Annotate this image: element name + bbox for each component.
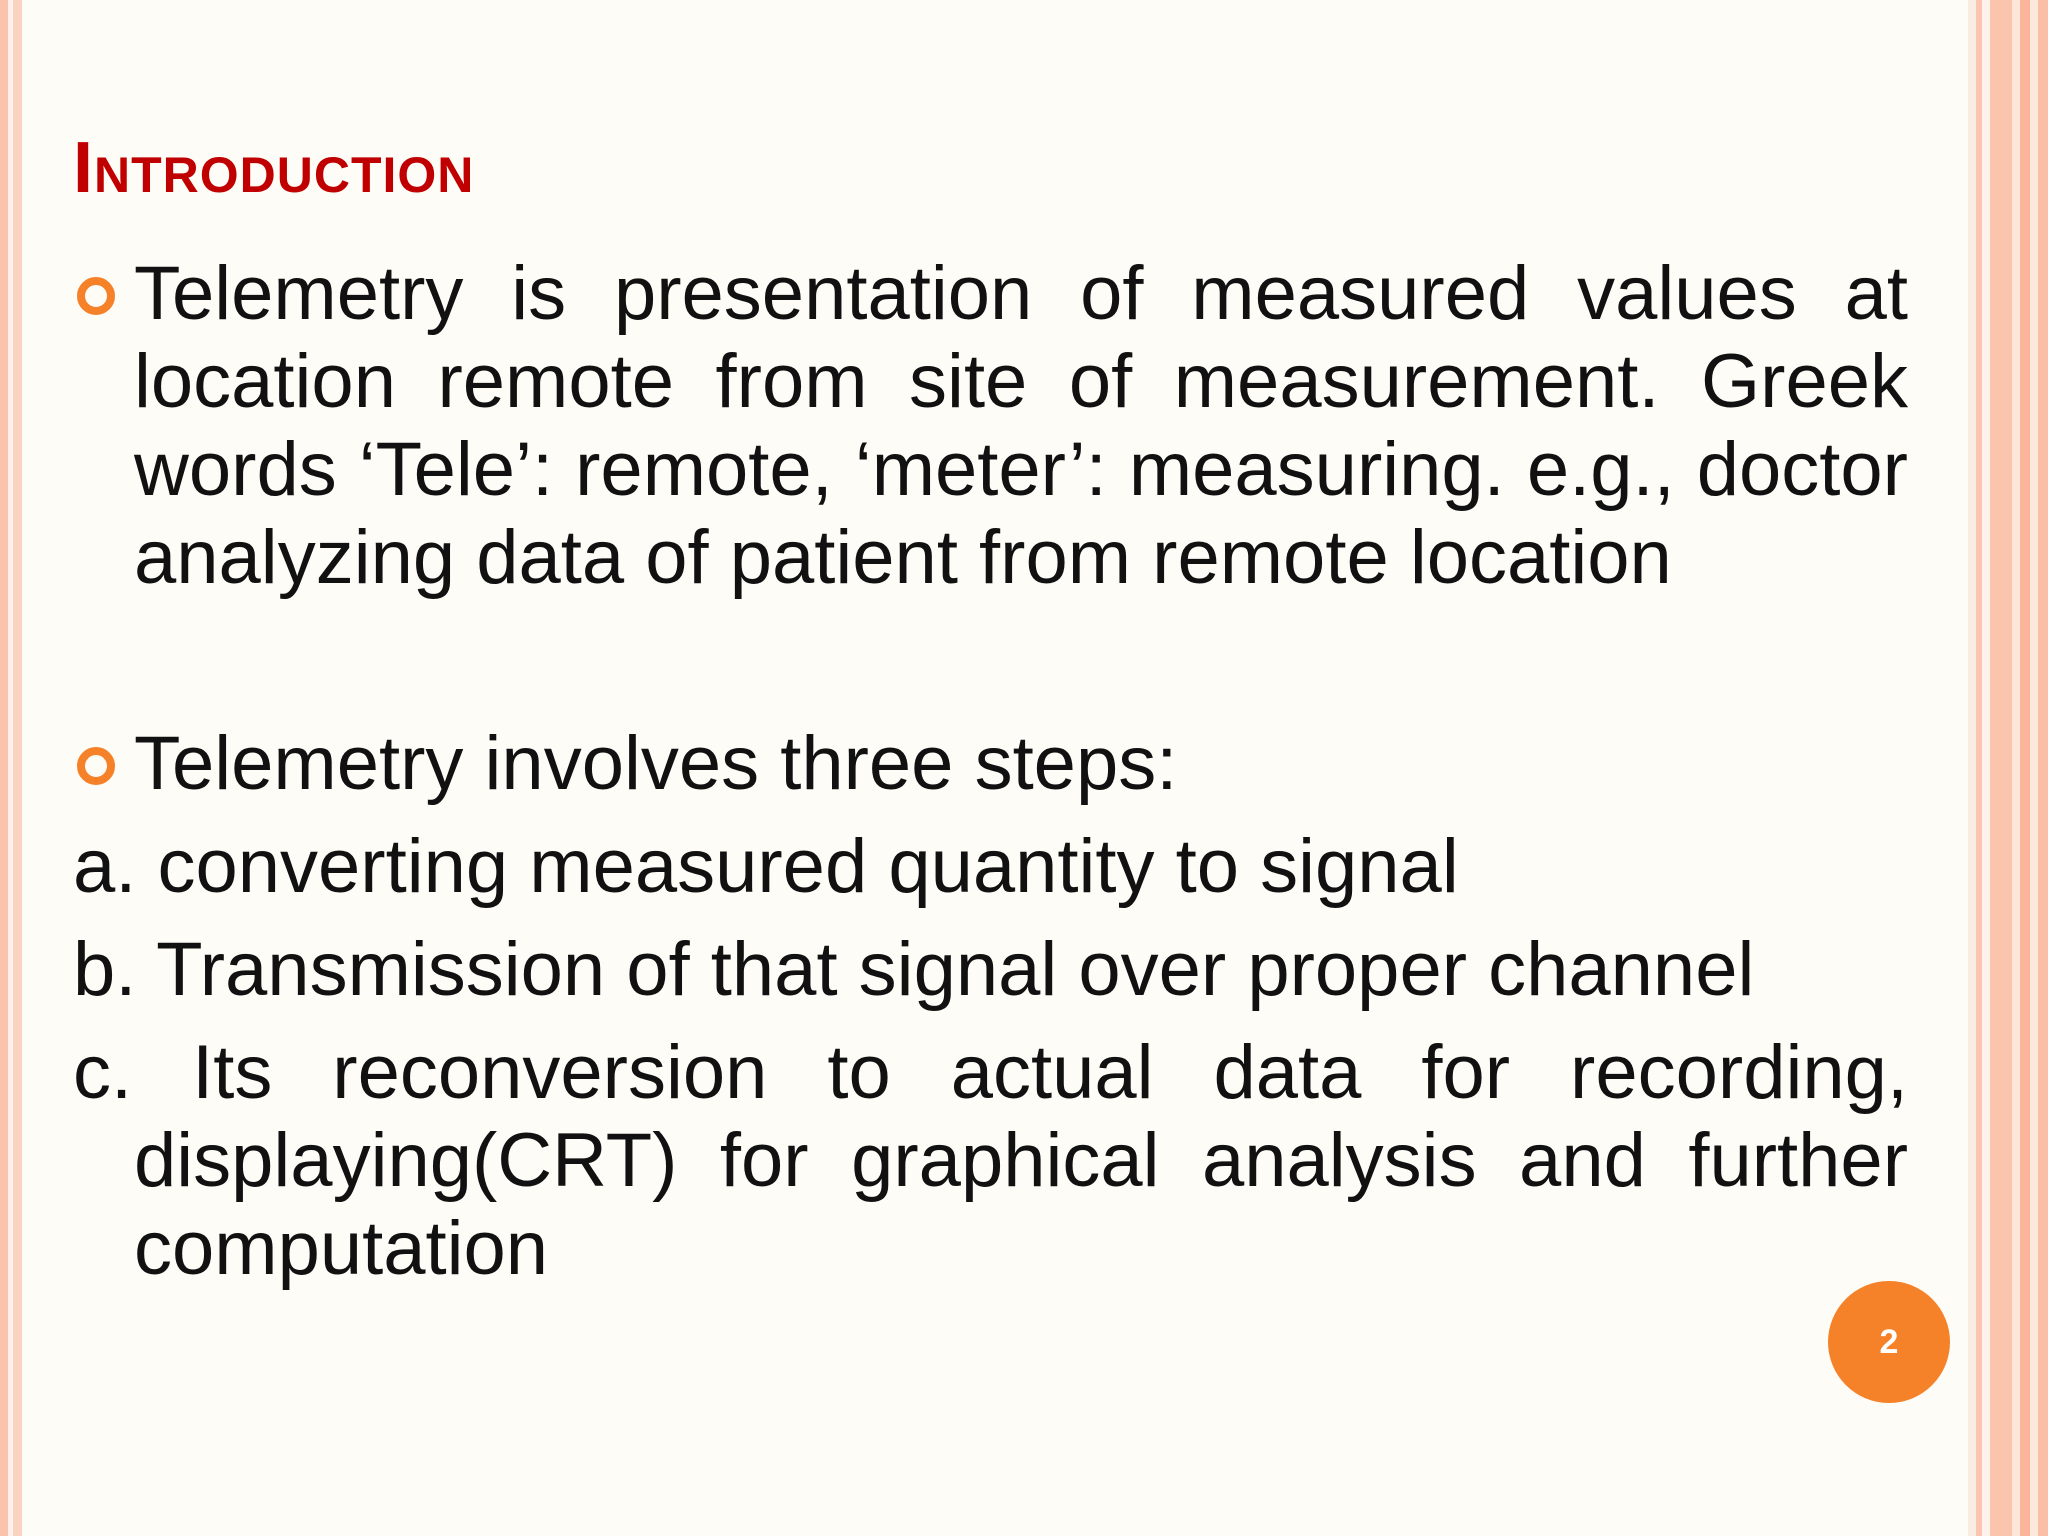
right-border-decoration bbox=[1968, 0, 2048, 1536]
step-item: c. Its reconversion to actual data for recording, displaying(CRT) for graphical analysis and further computation bbox=[73, 1030, 1908, 1291]
bullet-circle-icon bbox=[77, 747, 115, 785]
bullet-item bbox=[73, 250, 1908, 602]
bullet-text: Telemetry is presentation of measured values at location remote from site of measurement. Greek words ‘Tele’: remote, ‘meter’: measuring. e.g., doctor analyzing data of patient from remote location bbox=[134, 251, 1908, 600]
step-item: a. converting measured quantity to signal bbox=[73, 824, 1459, 909]
left-border-decoration bbox=[0, 0, 22, 1536]
bullet-circle-icon bbox=[77, 277, 115, 315]
bullet-item bbox=[73, 720, 1908, 808]
page-number-badge: 2 bbox=[1828, 1281, 1950, 1403]
bullet-text: Telemetry involves three steps: bbox=[134, 721, 1178, 806]
step-item: b. Transmission of that signal over proper channel bbox=[73, 927, 1755, 1012]
slide-content bbox=[73, 250, 1908, 1293]
slide-title: Introduction bbox=[73, 128, 475, 208]
